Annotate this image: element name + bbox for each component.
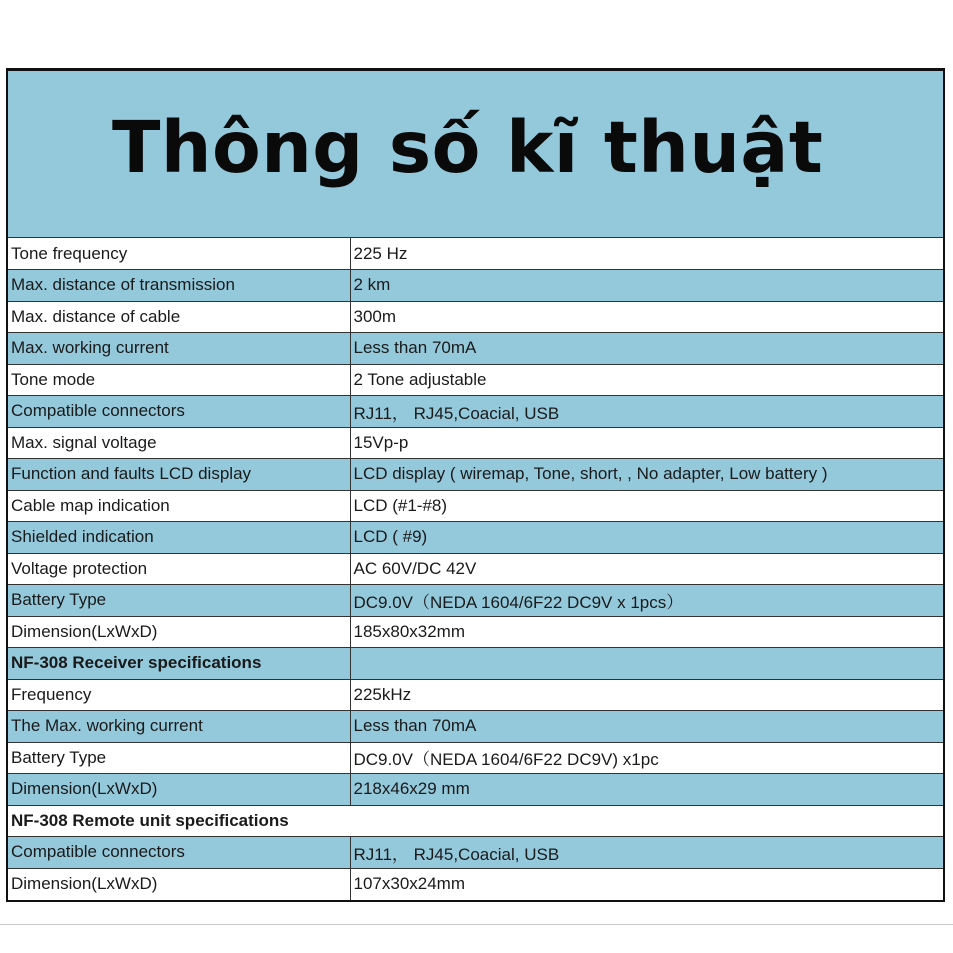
spec-label: The Max. working current [8, 711, 350, 743]
spec-value: 218x46x29 mm [350, 774, 943, 806]
table-row [8, 490, 943, 522]
spec-value: LCD display ( wiremap, Tone, short, , No adapter, Low battery ) [350, 459, 943, 491]
spec-value: 300m [350, 301, 943, 333]
section-empty-cell [350, 648, 943, 680]
spec-value: 185x80x32mm [350, 616, 943, 648]
spec-label: Tone mode [8, 364, 350, 396]
spec-label: Shielded indication [8, 522, 350, 554]
table-row [8, 742, 943, 774]
spec-value: 2 km [350, 270, 943, 302]
spec-value: 107x30x24mm [350, 868, 943, 900]
spec-value: AC 60V/DC 42V [350, 553, 943, 585]
spec-label: Voltage protection [8, 553, 350, 585]
spec-label: Max. working current [8, 333, 350, 365]
table-row [8, 679, 943, 711]
table-row [8, 238, 943, 270]
spec-label: Tone frequency [8, 238, 350, 270]
table-row [8, 616, 943, 648]
spec-label: Function and faults LCD display [8, 459, 350, 491]
spec-sheet [6, 68, 945, 902]
table-row [8, 585, 943, 617]
table-row [8, 522, 943, 554]
table-row [8, 868, 943, 900]
spec-value: LCD ( #9) [350, 522, 943, 554]
page-divider [0, 924, 953, 925]
page-title: Thông số kĩ thuật [112, 105, 824, 189]
spec-label: Max. distance of transmission [8, 270, 350, 302]
spec-label: Cable map indication [8, 490, 350, 522]
section-heading: NF-308 Remote unit specifications [8, 805, 943, 837]
table-row [8, 270, 943, 302]
spec-label: Dimension(LxWxD) [8, 868, 350, 900]
spec-value: LCD (#1-#8) [350, 490, 943, 522]
remote-section-row [8, 805, 943, 837]
spec-label: Compatible connectors [8, 396, 350, 428]
spec-value: DC9.0V（NEDA 1604/6F22 DC9V x 1pcs） [350, 585, 943, 617]
spec-label: Compatible connectors [8, 837, 350, 869]
spec-value: 15Vp-p [350, 427, 943, 459]
spec-table [8, 238, 943, 900]
spec-value: RJ11， RJ45,Coacial, USB [350, 837, 943, 869]
spec-value: Less than 70mA [350, 333, 943, 365]
spec-label: Dimension(LxWxD) [8, 774, 350, 806]
spec-label: Max. signal voltage [8, 427, 350, 459]
spec-value: 2 Tone adjustable [350, 364, 943, 396]
receiver-section-row [8, 648, 943, 680]
spec-label: Max. distance of cable [8, 301, 350, 333]
spec-label: Dimension(LxWxD) [8, 616, 350, 648]
spec-label: Battery Type [8, 585, 350, 617]
title-banner [8, 71, 943, 238]
spec-label: Frequency [8, 679, 350, 711]
table-row [8, 711, 943, 743]
table-row [8, 427, 943, 459]
table-row [8, 837, 943, 869]
spec-value: Less than 70mA [350, 711, 943, 743]
section-heading: NF-308 Receiver specifications [8, 648, 350, 680]
spec-value: RJ11， RJ45,Coacial, USB [350, 396, 943, 428]
spec-value: 225 Hz [350, 238, 943, 270]
table-row [8, 553, 943, 585]
spec-label: Battery Type [8, 742, 350, 774]
table-row [8, 301, 943, 333]
spec-value: DC9.0V（NEDA 1604/6F22 DC9V) x1pc [350, 742, 943, 774]
table-row [8, 774, 943, 806]
table-row [8, 396, 943, 428]
spec-value: 225kHz [350, 679, 943, 711]
table-row [8, 459, 943, 491]
table-row [8, 333, 943, 365]
table-row [8, 364, 943, 396]
